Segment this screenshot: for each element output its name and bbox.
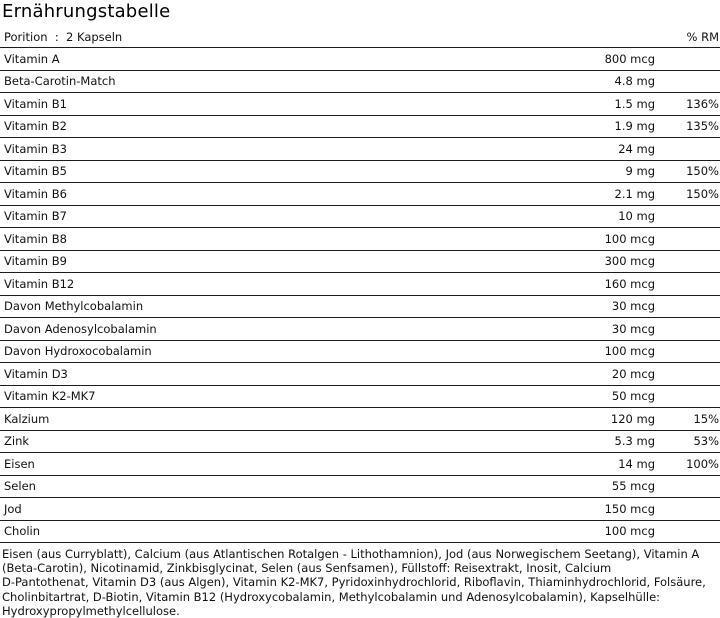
nutrient-amount: 30 mcg bbox=[611, 299, 655, 314]
table-row bbox=[0, 273, 720, 296]
table-row bbox=[0, 521, 720, 544]
table-body bbox=[0, 48, 720, 543]
table-row bbox=[0, 363, 720, 386]
table-row bbox=[0, 206, 720, 229]
nutrient-rm-percent: 150% bbox=[686, 164, 719, 179]
nutrient-name: Beta-Carotin-Match bbox=[4, 74, 116, 89]
nutrient-amount: 2.1 mg bbox=[614, 186, 655, 201]
table-row bbox=[0, 183, 720, 206]
nutrient-name: Selen bbox=[4, 479, 36, 494]
nutrient-rm-percent: 136% bbox=[686, 96, 719, 111]
nutrient-amount: 50 mcg bbox=[611, 389, 655, 404]
nutrient-name: Zink bbox=[4, 434, 30, 449]
nutrient-name: Vitamin A bbox=[4, 51, 60, 66]
table-row bbox=[0, 408, 720, 431]
nutrient-name: Vitamin B1 bbox=[4, 96, 67, 111]
table-row bbox=[0, 116, 720, 139]
table-row bbox=[0, 498, 720, 521]
nutrient-name: Vitamin B7 bbox=[4, 209, 67, 224]
nutrient-amount: 300 mcg bbox=[604, 254, 655, 269]
nutrient-name: Vitamin K2-MK7 bbox=[4, 389, 96, 404]
nutrient-name: Vitamin B3 bbox=[4, 141, 67, 156]
nutrient-name: Davon Hydroxocobalamin bbox=[4, 344, 152, 359]
nutrient-amount: 150 mcg bbox=[604, 501, 655, 516]
nutrient-name: Kalzium bbox=[4, 411, 50, 426]
nutrient-rm-percent: 100% bbox=[686, 456, 719, 471]
nutrient-amount: 100 mcg bbox=[604, 524, 655, 539]
nutrient-amount: 30 mcg bbox=[611, 321, 655, 336]
nutrient-rm-percent: 15% bbox=[693, 411, 719, 426]
table-header-row bbox=[0, 27, 720, 48]
table-row bbox=[0, 386, 720, 409]
footer-line: Cholinbitartrat, D-Biotin, Vitamin B12 (Hydroxycobalamin, Methylcobalamin und Adenosylcobalamin), Kapselhülle: bbox=[2, 589, 661, 604]
nutrient-name: Vitamin B5 bbox=[4, 164, 67, 179]
nutrient-name: Davon Methylcobalamin bbox=[4, 299, 144, 314]
table-row bbox=[0, 161, 720, 184]
footer-line: Eisen (aus Curryblatt), Calcium (aus Atlantischen Rotalgen - Lithothamnion), Jod (aus Norwegischem Seetang), Vitamin A bbox=[2, 547, 700, 561]
nutrient-name: Vitamin D3 bbox=[4, 366, 68, 381]
nutrient-rm-percent: 150% bbox=[686, 186, 719, 201]
nutrient-amount: 800 mcg bbox=[604, 51, 655, 66]
footer-text bbox=[2, 547, 718, 618]
table-row bbox=[0, 431, 720, 454]
nutrient-rm-percent: 135% bbox=[686, 119, 719, 134]
nutrition-table bbox=[0, 27, 720, 543]
nutrient-name: Vitamin B2 bbox=[4, 119, 67, 134]
nutrient-amount: 20 mcg bbox=[611, 366, 655, 381]
nutrient-amount: 160 mcg bbox=[604, 276, 655, 291]
nutrient-rm-percent: 53% bbox=[693, 434, 719, 449]
nutrient-name: Jod bbox=[4, 501, 22, 516]
nutrient-name: Vitamin B9 bbox=[4, 254, 67, 269]
nutrient-amount: 24 mg bbox=[618, 141, 655, 156]
page-title: Ernährungstabelle bbox=[2, 1, 171, 22]
nutrient-amount: 5.3 mg bbox=[614, 434, 655, 449]
nutrient-amount: 14 mg bbox=[618, 456, 655, 471]
nutrient-amount: 10 mg bbox=[618, 209, 655, 224]
table-row bbox=[0, 341, 720, 364]
nutrient-amount: 55 mcg bbox=[611, 479, 655, 494]
table-row bbox=[0, 251, 720, 274]
nutrient-name: Vitamin B8 bbox=[4, 231, 67, 246]
table-row bbox=[0, 48, 720, 71]
table-row bbox=[0, 453, 720, 476]
nutrient-amount: 1.9 mg bbox=[614, 119, 655, 134]
footer-line: (Beta-Carotin), Nicotinamid, Zinkbisglycinat, Selen (aus Senfsamen), Füllstoff: Reisextrakt, Inosit, Calcium bbox=[2, 561, 612, 576]
table-row bbox=[0, 228, 720, 251]
footer-line: D-Pantothenat, Vitamin D3 (aus Algen), Vitamin K2-MK7, Pyridoxinhydrochlorid, Riboflavin, Thiaminhydrochlorid, Folsäure, bbox=[2, 575, 706, 590]
portion-label: Porition : 2 Kapseln bbox=[4, 30, 123, 44]
nutrient-amount: 120 mg bbox=[610, 411, 655, 426]
table-row bbox=[0, 476, 720, 499]
table-row bbox=[0, 296, 720, 319]
table-row bbox=[0, 93, 720, 116]
rm-header-label: % RM bbox=[686, 30, 719, 44]
table-row bbox=[0, 318, 720, 341]
nutrient-name: Davon Adenosylcobalamin bbox=[4, 321, 157, 336]
nutrient-name: Vitamin B6 bbox=[4, 186, 67, 201]
nutrient-amount: 9 mg bbox=[625, 164, 655, 179]
footer-line: Hydroxypropylmethylcellulose. bbox=[2, 603, 180, 618]
nutrient-name: Cholin bbox=[4, 524, 41, 539]
nutrient-name: Eisen bbox=[4, 456, 35, 471]
table-row bbox=[0, 71, 720, 94]
nutrient-amount: 100 mcg bbox=[604, 344, 655, 359]
table-row bbox=[0, 138, 720, 161]
nutrient-amount: 100 mcg bbox=[604, 231, 655, 246]
nutrient-amount: 4.8 mg bbox=[614, 74, 655, 89]
nutrient-amount: 1.5 mg bbox=[614, 96, 655, 111]
nutrient-name: Vitamin B12 bbox=[4, 276, 75, 291]
